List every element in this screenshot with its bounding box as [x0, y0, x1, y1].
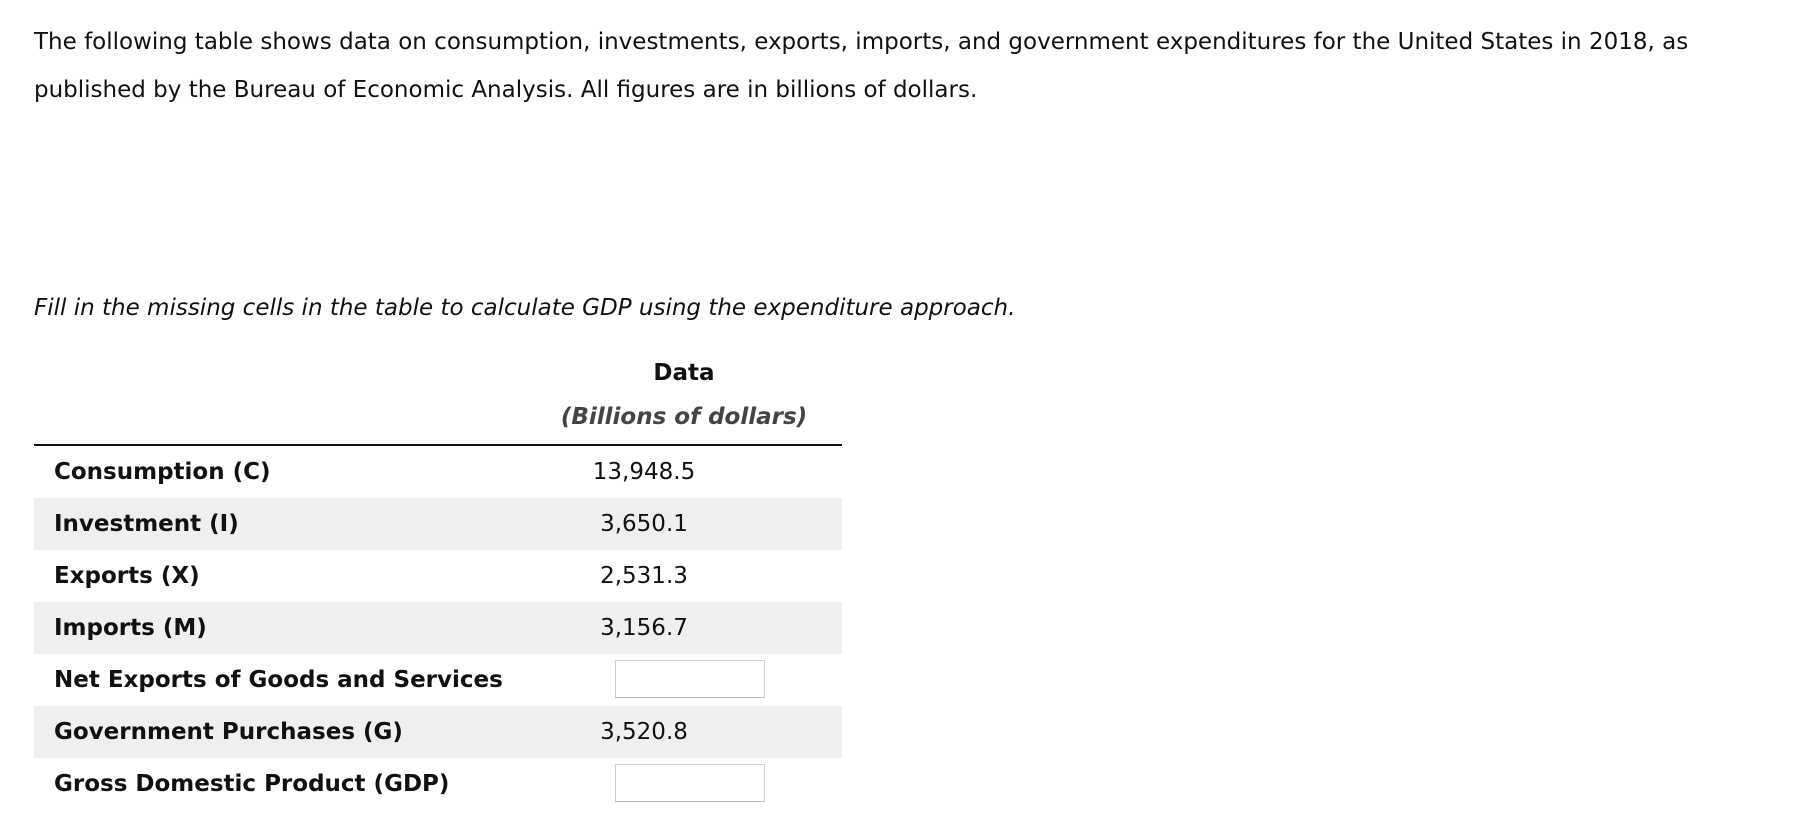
row-value: 13,948.5: [592, 459, 696, 485]
table-row-government-purchases: [34, 706, 842, 758]
table-row-exports: [34, 550, 842, 602]
table-header: [34, 354, 842, 446]
column-header-subtitle: (Billions of dollars): [560, 404, 808, 430]
row-label: Imports (M): [54, 615, 207, 641]
row-value: 3,650.1: [600, 511, 688, 537]
row-label: Exports (X): [54, 563, 200, 589]
intro-paragraph: The following table shows data on consumption, investments, exports, imports, and government expenditures for the United States in 2018, as published by the Bureau of Economic Analysis. All figures are in billions of dollars.: [34, 29, 1689, 103]
row-value: 3,520.8: [600, 719, 688, 745]
row-label: Investment (I): [54, 511, 239, 537]
table-row-gdp: [34, 758, 842, 810]
row-label: Gross Domestic Product (GDP): [54, 771, 450, 797]
row-value: 2,531.3: [600, 563, 688, 589]
row-value: 3,156.7: [600, 615, 688, 641]
table-row-imports: [34, 602, 842, 654]
net-exports-input[interactable]: [615, 660, 765, 698]
instruction-text: Fill in the missing cells in the table to calculate GDP using the expenditure approach.: [34, 295, 1016, 321]
column-header-title: Data: [653, 360, 715, 386]
row-label: Government Purchases (G): [54, 719, 403, 745]
gdp-input[interactable]: [615, 764, 765, 802]
row-label: Net Exports of Goods and Services: [54, 667, 503, 693]
row-label: Consumption (C): [54, 459, 271, 485]
gdp-table: [34, 354, 842, 810]
table-row-investment: [34, 498, 842, 550]
table-row-net-exports: [34, 654, 842, 706]
table-row-consumption: [34, 446, 842, 498]
